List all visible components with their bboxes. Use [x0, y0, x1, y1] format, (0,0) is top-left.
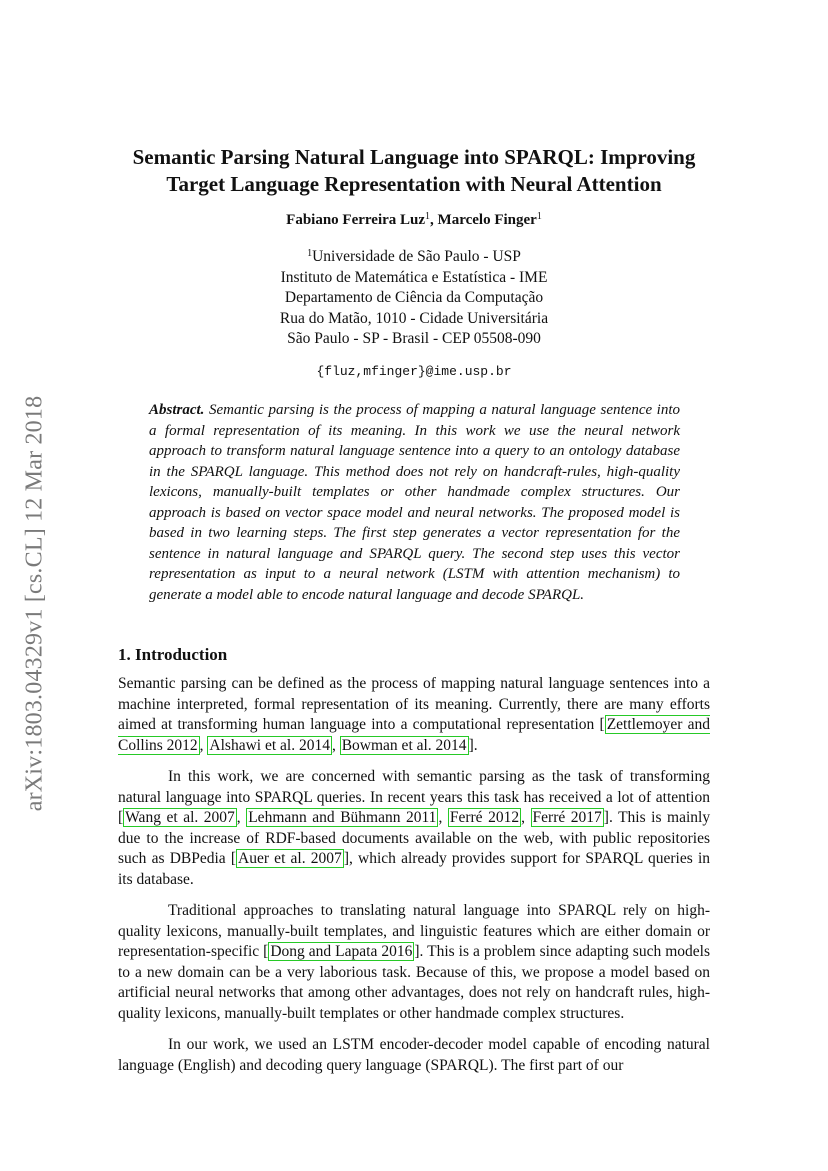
author-2-affil-mark: 1 [536, 211, 542, 222]
citation-link[interactable]: Alshawi et al. 2014 [209, 736, 330, 754]
author-separator: , [430, 212, 438, 228]
paragraph-2 [118, 767, 710, 890]
abstract [149, 400, 680, 605]
section-number: 1. [118, 645, 131, 664]
paragraph-text: In this work, we are concerned with semantic parsing as the task of transforming natural language into SPARQL queries. In recent years this task has received a lot of attention [ [118, 768, 710, 826]
affiliation-line-2: Instituto de Matemática e Estatística - IME [280, 268, 548, 286]
abstract-label: Abstract. [149, 402, 205, 418]
citation-link[interactable]: Auer et al. 2007 [238, 850, 342, 867]
paragraph-text: ], which already provides support for SPARQL queries in its database. [118, 850, 711, 888]
paragraph-text: Semantic parsing can be defined as the process of mapping natural language sentences into a machine interpreted, formal representation of its meaning. Currently, there are many efforts aimed at transforming human language into a computational representation [ [118, 675, 710, 733]
paragraph-text: ]. This is mainly due to the increase of RDF-based documents available on the web, with public repositories such as DBPedia [ [118, 809, 711, 867]
arxiv-identifier: arXiv:1803.04329v1 [cs.CL] 12 Mar 2018 [21, 395, 48, 811]
arxiv-side-stamp [17, 360, 53, 846]
author-1: Fabiano Ferreira Luz [286, 212, 426, 228]
citation-link[interactable]: Bowman et al. 2014 [341, 736, 467, 754]
citation-separator: , [236, 809, 247, 826]
section-title: Introduction [135, 645, 228, 664]
citation-link[interactable]: Ferré 2012 [449, 809, 520, 826]
title-line-2: Target Language Representation with Neural Attention [166, 172, 662, 196]
paragraph-1 [118, 674, 710, 756]
citation-link[interactable]: Dong and Lapata 2016 [270, 943, 413, 960]
citation-link[interactable]: Zettlemoyer and Collins 2012 [118, 716, 711, 754]
citation-separator: , [521, 809, 531, 826]
citation-separator: , [199, 736, 208, 754]
affiliation-block [110, 247, 718, 350]
author-2: Marcelo Finger [437, 212, 537, 228]
citation-link[interactable]: Wang et al. 2007 [125, 809, 235, 826]
author-list [110, 210, 718, 230]
paragraph-text: Traditional approaches to translating natural language into SPARQL rely on high-quality lexicons, manually-built templates, and linguistic features which are either domain or representation-specific [ [118, 902, 710, 960]
citation-link[interactable]: Lehmann and Bühmann 2011 [248, 809, 437, 826]
affiliation-line-4: Rua do Matão, 1010 - Cidade Universitária [279, 309, 549, 327]
author-email: {fluz,mfinger}@ime.usp.br [316, 364, 512, 379]
paragraph-3 [118, 901, 710, 1024]
paragraph-text: ]. [468, 736, 478, 754]
title-line-1: Semantic Parsing Natural Language into SPARQL: Improving [132, 145, 696, 169]
affiliation-mark: 1 [307, 248, 313, 259]
paper-title [110, 144, 718, 198]
citation-separator: , [438, 809, 448, 826]
body-text [118, 674, 710, 1087]
paragraph-text: ]. This is a problem since adapting such models to a new domain can be a very laborious task. Because of this, we propose a model based on artificial neural networks that among other advantages, does not rely on handcraft rules, high-quality lexicons, manually-built templates or other handmade complex structures. [118, 943, 710, 1022]
author-1-affil-mark: 1 [425, 211, 431, 222]
affiliation-line-1: Universidade de São Paulo - USP [312, 248, 521, 265]
section-heading-introduction [118, 644, 227, 666]
paragraph-4 [118, 1035, 710, 1076]
affiliation-line-5: São Paulo - SP - Brasil - CEP 05508-090 [287, 330, 541, 347]
paragraph-text: In our work, we used an LSTM encoder-decoder model capable of encoding natural language (English) and decoding query language (SPARQL). The first part of our [118, 1036, 710, 1074]
affiliation-line-3: Departamento de Ciência da Computação [284, 289, 544, 306]
citation-link[interactable]: Ferré 2017 [532, 809, 602, 826]
abstract-text: Semantic parsing is the process of mapping a natural language sentence into a formal representation of its meaning. In this work we use the neural network approach to transform natural language sentence into a query to an ontology database in the SPARQL language. This method does not rely on handcraft-rules, high-quality lexicons, manually-built templates or other handmade complex structures. Our approach is based on vector space model and neural networks. The proposed model is based in two learning steps. The first step generates a vector representation for the sentence in natural language and SPARQL query. The second step uses this vector representation as input to a neural network (LSTM with attention mechanism) to generate a model able to encode natural language and decode SPARQL. [149, 402, 681, 603]
citation-separator: , [331, 736, 340, 754]
